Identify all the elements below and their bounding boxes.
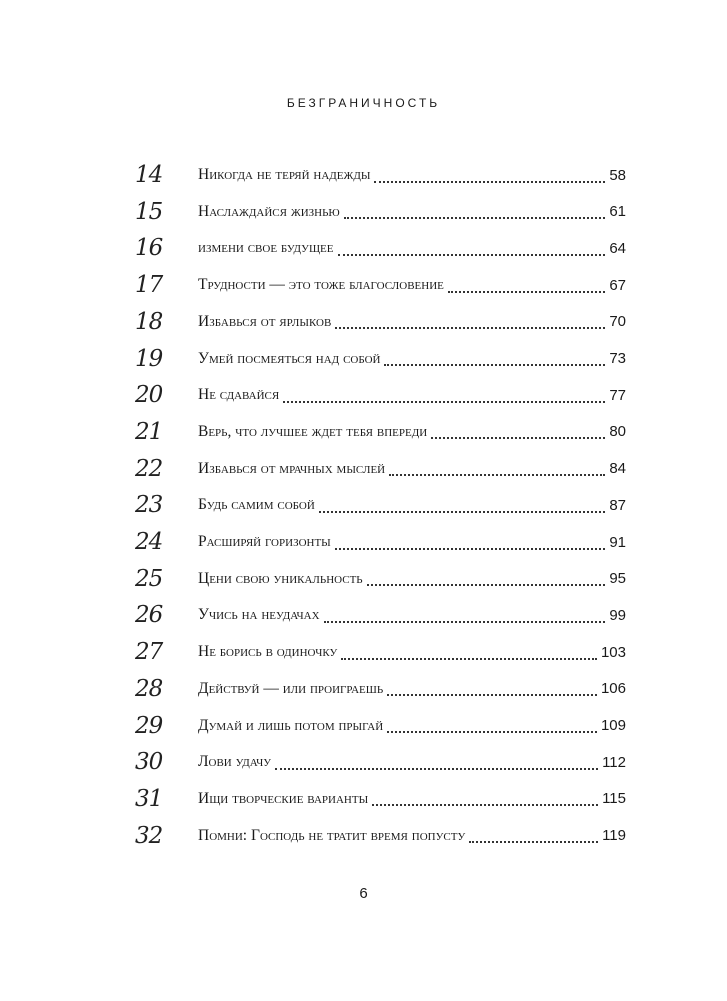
toc-entry <box>0 744 727 780</box>
page-number: 6 <box>359 885 368 902</box>
chapter-number: 27 <box>135 639 163 666</box>
dot-leader <box>431 436 605 439</box>
dot-leader <box>374 180 605 183</box>
dot-leader <box>384 363 605 366</box>
dot-leader <box>389 473 605 476</box>
chapter-title: Трудности — это тоже благословение <box>198 276 444 294</box>
dot-leader <box>341 657 597 660</box>
toc-entry <box>0 708 727 744</box>
dot-leader <box>283 400 605 403</box>
chapter-page-number: 67 <box>609 276 626 294</box>
dot-leader <box>324 620 606 623</box>
toc-line <box>198 487 626 523</box>
chapter-page-number: 115 <box>602 790 626 808</box>
chapter-page-number: 61 <box>609 203 626 221</box>
chapter-page-number: 103 <box>600 643 626 661</box>
toc-line <box>198 304 626 340</box>
running-head: БЕЗГРАНИЧНОСТЬ <box>286 96 441 110</box>
chapter-number: 14 <box>135 162 163 188</box>
chapter-title: Избавься от ярлыков <box>198 312 332 330</box>
chapter-number: 23 <box>135 492 163 519</box>
chapter-title: Не борись в одиночку <box>198 643 338 661</box>
toc-entry <box>0 561 727 597</box>
dot-leader <box>335 547 606 550</box>
chapter-page-number: 70 <box>609 313 626 331</box>
chapter-number: 19 <box>135 345 163 372</box>
dot-leader <box>335 326 605 329</box>
dot-leader <box>469 840 598 843</box>
chapter-page-number: 87 <box>609 496 626 514</box>
chapter-title: Лови удачу <box>198 753 272 771</box>
chapter-title: Цени свою уникальность <box>198 569 363 587</box>
toc-entry <box>0 230 727 266</box>
chapter-page-number: 91 <box>609 533 626 551</box>
dot-leader <box>387 693 597 696</box>
toc-line <box>198 194 626 230</box>
toc-entry <box>0 818 727 854</box>
chapter-title: Помни: Господь не тратит время попусту <box>198 826 466 844</box>
dot-leader <box>367 583 606 586</box>
toc-entry <box>0 597 727 633</box>
chapter-number: 20 <box>135 382 163 409</box>
chapter-number: 30 <box>135 749 163 776</box>
chapter-page-number: 58 <box>609 166 626 184</box>
dot-leader <box>319 510 606 513</box>
chapter-title: Избавься от мрачных мыслей <box>198 459 386 477</box>
chapter-number: 16 <box>135 235 163 262</box>
chapter-title: Верь, что лучшее ждет тебя впереди <box>198 422 428 440</box>
toc-line <box>198 561 626 597</box>
chapter-number: 17 <box>135 272 163 299</box>
toc-entry <box>0 304 727 340</box>
chapter-title: Наслаждайся жизнью <box>198 202 340 220</box>
chapter-number: 22 <box>135 455 163 482</box>
toc-entry <box>0 487 727 523</box>
toc-entry <box>0 414 727 450</box>
toc-entry <box>0 267 727 303</box>
toc-entry <box>0 781 727 817</box>
chapter-title: Никогда не теряй надежды <box>198 166 371 183</box>
chapter-page-number: 73 <box>609 350 626 367</box>
toc-entry <box>0 451 727 487</box>
dot-leader <box>338 253 606 256</box>
toc-line <box>198 744 626 780</box>
chapter-page-number: 119 <box>602 827 626 845</box>
chapter-number: 32 <box>135 822 163 849</box>
toc-entry <box>0 194 727 230</box>
chapter-page-number: 77 <box>609 386 626 404</box>
chapter-number: 21 <box>135 418 163 445</box>
chapter-number: 25 <box>135 565 163 592</box>
chapter-number: 31 <box>135 785 163 812</box>
toc-entry <box>0 157 727 193</box>
chapter-page-number: 99 <box>609 606 626 624</box>
toc-entry <box>0 377 727 413</box>
toc-line <box>198 634 626 670</box>
toc-line <box>198 230 626 266</box>
chapter-page-number: 80 <box>609 423 626 441</box>
dot-leader <box>344 216 606 219</box>
dot-leader <box>275 767 598 770</box>
toc-entry <box>0 524 727 560</box>
chapter-number: 28 <box>135 675 163 702</box>
toc-entry <box>0 341 727 377</box>
chapter-title: Расширяй горизонты <box>198 533 331 550</box>
chapter-page-number: 95 <box>609 570 626 588</box>
toc-line <box>198 157 626 193</box>
toc-line <box>198 781 626 817</box>
dot-leader <box>372 803 598 806</box>
chapter-title: измени свое будущее <box>198 239 334 257</box>
toc-entry <box>0 671 727 707</box>
chapter-number: 15 <box>135 198 163 225</box>
toc-line <box>198 414 626 450</box>
chapter-title: Думай и лишь потом прыгай <box>198 716 384 734</box>
chapter-title: Действуй — или проиграешь <box>198 679 384 697</box>
dot-leader <box>448 290 605 293</box>
chapter-title: Будь самим собой <box>198 496 315 514</box>
toc-line <box>198 524 626 560</box>
chapter-page-number: 84 <box>609 460 626 478</box>
chapter-title: Умей посмеяться над собой <box>198 349 381 367</box>
chapter-title: Учись на неудачах <box>198 606 320 624</box>
dot-leader <box>387 730 597 733</box>
chapter-title: Ищи творческие варианты <box>198 789 369 807</box>
toc-line <box>198 597 626 633</box>
chapter-page-number: 106 <box>600 680 626 698</box>
chapter-page-number: 64 <box>609 239 626 257</box>
chapter-number: 18 <box>135 308 163 335</box>
toc-line <box>198 708 626 744</box>
chapter-title: Не сдавайся <box>198 386 280 404</box>
toc-line <box>198 818 626 854</box>
chapter-number: 24 <box>135 529 163 555</box>
toc-line <box>198 377 626 413</box>
toc-line <box>198 671 626 707</box>
toc-entry <box>0 634 727 670</box>
chapter-number: 29 <box>135 712 163 739</box>
chapter-number: 26 <box>135 602 163 629</box>
toc-line <box>198 341 626 377</box>
toc-line <box>198 267 626 303</box>
chapter-page-number: 112 <box>602 753 626 771</box>
chapter-page-number: 109 <box>600 717 626 734</box>
toc-line <box>198 451 626 487</box>
